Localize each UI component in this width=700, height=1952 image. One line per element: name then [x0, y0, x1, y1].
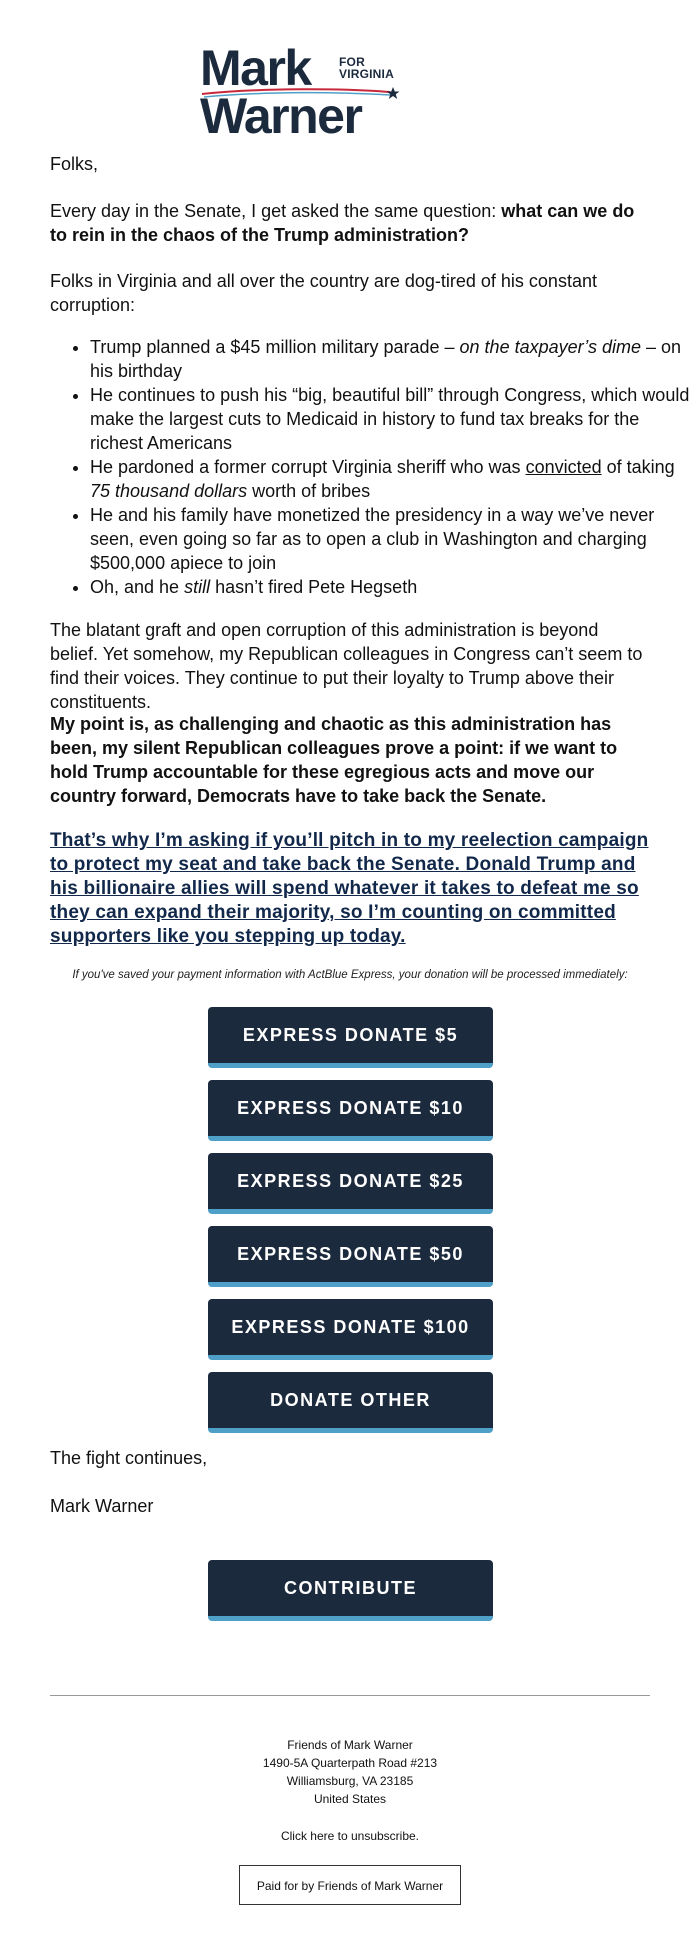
list-item	[90, 455, 690, 503]
donation-ask-link[interactable]: That’s why I’m asking if you’ll pitch in to my reelection campaign to protect my seat and take back the Senate. Donald Trump and his billionaire allies will spend whatever it takes to defeat me so they can expand their majority, so I’m counting on committed supporters like you stepping up today.	[50, 830, 649, 947]
closing-line: The fight continues,	[50, 1448, 208, 1468]
list-item	[90, 575, 690, 599]
express-donate-10-button[interactable]: EXPRESS DONATE $10	[208, 1080, 493, 1141]
footer-country: United States	[313, 1792, 387, 1806]
convicted-link[interactable]: convicted	[525, 457, 602, 477]
bullet-text: hasn’t fired Pete Hegseth	[210, 577, 418, 597]
list-item: • He and his family have monetized the presidency in a way we’ve never seen, even going so far as to open a club in Washington and charging $500,000 apiece to join	[90, 503, 690, 575]
logo-state-text: VIRGINIA	[339, 67, 394, 81]
list-item: • He continues to push his “big, beautiful bill” through Congress, which would make the largest cuts to Medicaid in history to fund tax breaks for the richest Americans	[90, 383, 690, 455]
logo-name-first: Mark	[200, 40, 311, 96]
logo-for-virginia	[339, 56, 394, 80]
graft-paragraph: The blatant graft and open corruption of this administration is beyond belief. Yet somehow, my Republican colleagues in Congress can’t seem to find their voices. They continue to put their loyalty to Trump above their constituents.	[50, 620, 643, 712]
intro-bold-question: what can we do to rein in the chaos of the Trump administration?	[50, 201, 635, 245]
footer-org: Friends of Mark Warner	[287, 1738, 413, 1752]
footer-city: Williamsburg, VA 23185	[286, 1774, 414, 1788]
express-donate-100-button[interactable]: EXPRESS DONATE $100	[208, 1299, 493, 1360]
bullet-text: – on his birthday	[90, 337, 682, 381]
bullet-italic: 75 thousand dollars	[90, 481, 248, 501]
donate-other-button[interactable]: DONATE OTHER	[208, 1372, 493, 1433]
greeting: Folks,	[50, 154, 99, 174]
contribute-button[interactable]: CONTRIBUTE	[208, 1560, 493, 1621]
intro-plain: Every day in the Senate, I get asked the same question:	[50, 201, 502, 221]
footer-street: 1490-5A Quarterpath Road #213	[262, 1756, 438, 1770]
bullet-text: Trump planned a $45 million military parade –	[90, 337, 460, 357]
paid-for-disclaimer: Paid for by Friends of Mark Warner	[239, 1865, 461, 1905]
footer-address	[50, 1736, 650, 1808]
signature: Mark Warner	[50, 1496, 154, 1516]
bullet-italic: still	[184, 577, 211, 597]
express-donate-50-button[interactable]: EXPRESS DONATE $50	[208, 1226, 493, 1287]
bullet-text: Oh, and he	[90, 577, 185, 597]
corruption-list	[50, 335, 690, 599]
express-donate-5-button[interactable]: EXPRESS DONATE $5	[208, 1007, 493, 1068]
logo-name-last: Warner	[200, 88, 362, 144]
bullet-italic: on the taxpayer’s dime	[459, 337, 641, 357]
express-donate-25-button[interactable]: EXPRESS DONATE $25	[208, 1153, 493, 1214]
footer-divider	[50, 1695, 650, 1696]
list-item	[90, 335, 690, 383]
bullet-text: of taking	[601, 457, 675, 477]
point-paragraph: My point is, as challenging and chaotic as this administration has been, my silent Republican colleagues prove a point: if we want to hold Trump accountable for these egregious acts and move our country forward, Democrats have to take back the Senate.	[50, 714, 618, 806]
logo-for-text: FOR	[339, 55, 365, 69]
corruption-intro: Folks in Virginia and all over the country are dog-tired of his constant corruption:	[50, 271, 597, 315]
campaign-logo	[200, 40, 460, 144]
actblue-express-note: If you've saved your payment information with ActBlue Express, your donation will be processed immediately:	[72, 969, 628, 981]
bullet-text: He pardoned a former corrupt Virginia sheriff who was	[90, 457, 526, 477]
bullet-text: worth of bribes	[247, 481, 371, 501]
intro-paragraph	[50, 199, 650, 247]
unsubscribe-link[interactable]: Click here to unsubscribe.	[280, 1829, 420, 1843]
